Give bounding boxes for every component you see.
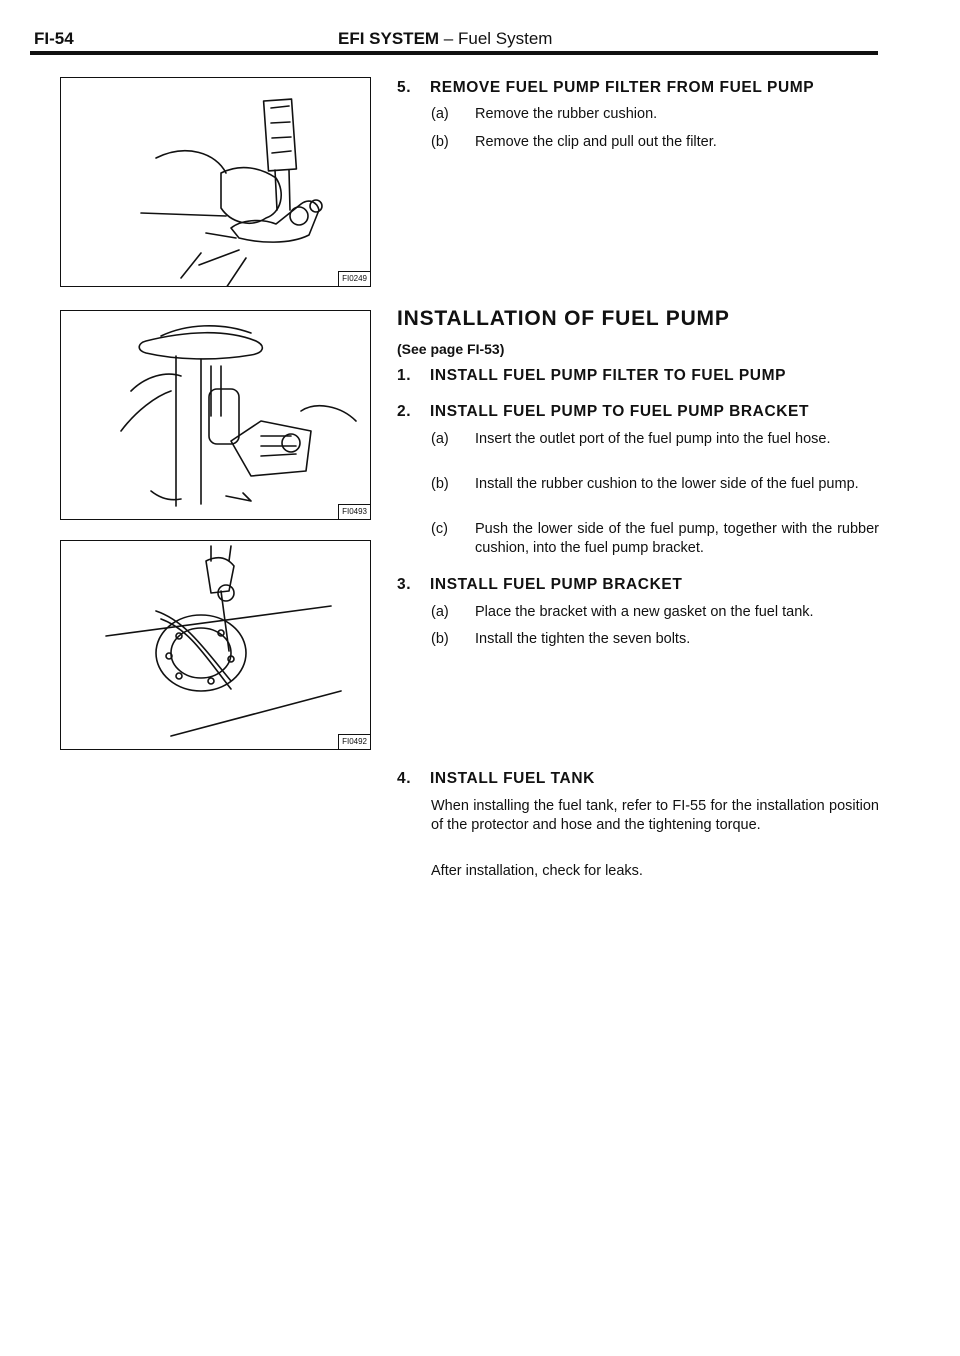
step-number: 1. bbox=[397, 367, 412, 384]
item-label: (c) bbox=[431, 521, 448, 537]
step-title: INSTALL FUEL PUMP FILTER TO FUEL PUMP bbox=[430, 367, 787, 384]
step-number: 2. bbox=[397, 403, 412, 420]
item-text: Push the lower side of the fuel pump, together with the rubber cushion, into the fuel pump bracket. bbox=[475, 521, 879, 556]
step-number: 4. bbox=[397, 770, 412, 787]
section-heading: INSTALLATION OF FUEL PUMP bbox=[397, 307, 730, 330]
item-text: Place the bracket with a new gasket on the fuel tank. bbox=[475, 604, 814, 620]
item-label: (b) bbox=[431, 476, 449, 492]
filter-removal-illustration bbox=[61, 78, 370, 286]
list-item bbox=[431, 430, 879, 449]
figure-id: FI0492 bbox=[338, 734, 371, 750]
step-title: INSTALL FUEL TANK bbox=[430, 770, 595, 787]
bracket-install-illustration bbox=[61, 541, 370, 749]
figure-id: FI0249 bbox=[338, 271, 371, 287]
step-number: 3. bbox=[397, 576, 412, 593]
header-rule bbox=[30, 51, 878, 55]
item-label: (b) bbox=[431, 134, 449, 150]
step-4-note: After installation, check for leaks. bbox=[431, 863, 643, 879]
page-code: FI-54 bbox=[34, 29, 74, 48]
list-item bbox=[431, 630, 879, 649]
figure-remove-filter bbox=[60, 77, 371, 287]
item-text: Insert the outlet port of the fuel pump into the fuel hose. bbox=[475, 431, 831, 447]
step-4-title bbox=[397, 770, 595, 788]
step-2-title bbox=[397, 403, 809, 421]
item-text: Install the rubber cushion to the lower side of the fuel pump. bbox=[475, 476, 859, 492]
item-text: Install the tighten the seven bolts. bbox=[475, 631, 691, 647]
step-5-title bbox=[397, 79, 814, 97]
item-text: Remove the rubber cushion. bbox=[475, 106, 658, 122]
step-title: INSTALL FUEL PUMP TO FUEL PUMP BRACKET bbox=[430, 403, 810, 420]
list-item bbox=[431, 105, 879, 124]
figure-install-pump bbox=[60, 310, 371, 520]
item-label: (b) bbox=[431, 631, 449, 647]
item-label: (a) bbox=[431, 604, 449, 620]
list-item bbox=[431, 475, 879, 494]
header-title-section: – Fuel System bbox=[439, 29, 553, 48]
list-item bbox=[431, 133, 879, 152]
see-page-reference: (See page FI-53) bbox=[397, 341, 505, 357]
list-item bbox=[431, 603, 879, 622]
figure-install-bracket bbox=[60, 540, 371, 750]
step-title: REMOVE FUEL PUMP FILTER FROM FUEL PUMP bbox=[430, 79, 815, 96]
step-number: 5. bbox=[397, 79, 412, 96]
header-title-system: EFI SYSTEM bbox=[338, 29, 440, 48]
step-3-title bbox=[397, 576, 682, 594]
item-text: Remove the clip and pull out the filter. bbox=[475, 134, 717, 150]
step-1-title bbox=[397, 367, 786, 385]
step-4-paragraph: When installing the fuel tank, refer to FI-55 for the installation position of the protector and hose and the tightening torque. bbox=[431, 798, 879, 833]
header-title bbox=[338, 29, 552, 49]
step-title: INSTALL FUEL PUMP BRACKET bbox=[430, 576, 683, 593]
item-label: (a) bbox=[431, 431, 449, 447]
pump-install-illustration bbox=[61, 311, 370, 519]
figure-id: FI0493 bbox=[338, 504, 371, 520]
item-label: (a) bbox=[431, 106, 449, 122]
list-item bbox=[431, 520, 879, 558]
